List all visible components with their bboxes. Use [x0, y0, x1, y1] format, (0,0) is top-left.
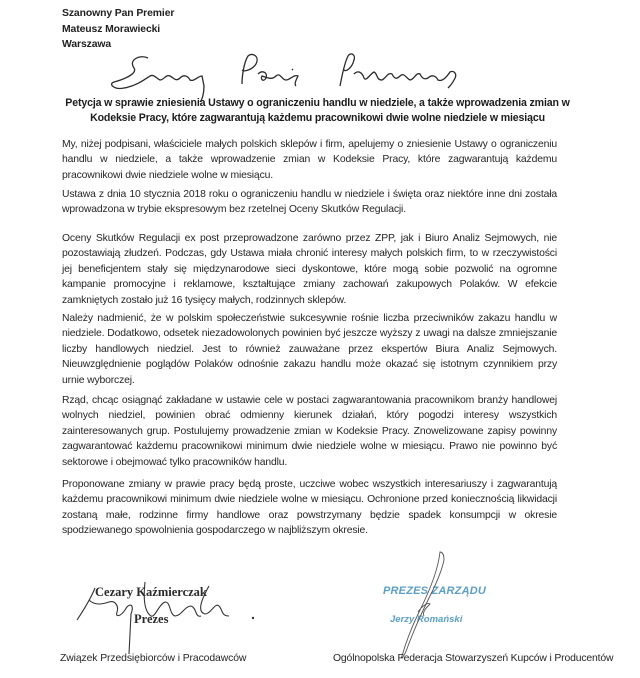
petition-title: Petycja w sprawie zniesienia Ustawy o ograniczeniu handlu w niedziele, a także wprowadzenia zmian w Kodeksie Pracy, które zagwarantują każdemu pracownikowi dwie wolne niedziele w miesiącu — [65, 97, 570, 124]
paragraph-3: Oceny Skutków Regulacji ex post przeprowadzone zarówno przez ZPP, jak i Biuro Analiz Sejmowych, nie pozostawiają złudzeń. Podczas, gdy Ustawa miała chronić interesy małych polskich firm, to w rzeczywistości jej beneficjentem stały się międzynarodowe sieci dyskontowe, które mogą sobie pozwolić na ogromne kampanie promocyjne i reklamowe, kształtujące zmiany zachowań zakupowych Polaków. W efekcie zamkniętych zostało już 16 tysięcy małych, rodzinnych sklepów. — [62, 233, 557, 306]
addressee-block — [62, 6, 174, 53]
signature-left — [75, 580, 275, 660]
addressee-city: Warszawa — [62, 39, 112, 50]
paragraph-2: Ustawa z dnia 10 stycznia 2018 roku o ograniczeniu handlu w niedziele i święta oraz niektóre inne dni została wprowadzona w trybie ekspresowym bez rzetelnej Oceny Skutków Regulacji. — [62, 189, 557, 216]
stamp-name: Jerzy Romański — [390, 614, 463, 625]
signatory-left-role: Prezes — [134, 612, 169, 626]
handwritten-word-3 — [340, 54, 456, 88]
signature-right — [380, 550, 480, 660]
signatory-left-name: Cezary Kaźmierczak — [95, 585, 207, 599]
paragraph-5: Rząd, chcąc osiągnąć zakładane w ustawie cele w postaci zagwarantowania pracownikom branży handlowej wolnych niedziel, powinien obrać odmienny kierunek działań, który pogodzi interesy wszystkich zainteresowanych grup. Postulujemy prowadzenie zmian w Kodeksie Pracy. Znowelizowane zapisy powinny zagwarantować każdemu pracownikowi minimum dwie niedziele wolne w miesiącu. Prawo nie powinno być sektorowe i obejmować tylko pracowników handlu. — [62, 395, 557, 468]
signatory-left-organization: Związek Przedsiębiorców i Pracodawców — [60, 653, 247, 664]
addressee-name: Mateusz Morawiecki — [62, 23, 161, 35]
handwritten-word-2 — [242, 54, 298, 86]
signatory-right-organization: Ogólnopolska Federacja Stowarzyszeń Kupców i Producentów — [333, 653, 614, 664]
paragraph-6: Proponowane zmiany w prawie pracy będą proste, uczciwe wobec wszystkich interesariuszy i zagwarantują każdemu pracownikowi minimum dwie niedziele wolne w miesiącu. Ochronione przed koniecznością likwidacji zostaną małe, rodzinne firmy handlowe oraz powstrzymany będzie spadek konsumpcji w okresie spodziewanego spowolnienia gospodarczego w najbliższym okresie. — [62, 479, 557, 537]
paragraph-4: Należy nadmienić, że w polskim społeczeństwie sukcesywnie rośnie liczba przeciwników zakazu handlu w niedziele. Dodatkowo, odsetek niezadowolonych powinien być jeszcze wyższy z uwagi na dalsze zmniejszanie liczby handlowych niedziel. Jest to również zauważane przez ekspertów Biura Analiz Sejmowych. Nieuwzględnienie poglądów Polaków odnośnie zakazu handlu może okazać się istotnym czynnikiem przy urnie wyborczej. — [62, 313, 557, 386]
handwritten-salutation — [110, 50, 500, 102]
paragraph-1: My, niżej podpisani, właściciele małych polskich sklepów i firm, apelujemy o zniesienie Ustawy o ograniczeniu handlu w niedziele, a także wprowadzenie zmian w Kodeksie Pracy, które zagwarantują każdemu pracownikowi dwie niedziele wolne w miesiącu. — [62, 139, 557, 181]
addressee-salutation: Szanowny Pan Premier — [62, 8, 175, 19]
stamp-role: PREZES ZARZĄDU — [383, 585, 487, 597]
